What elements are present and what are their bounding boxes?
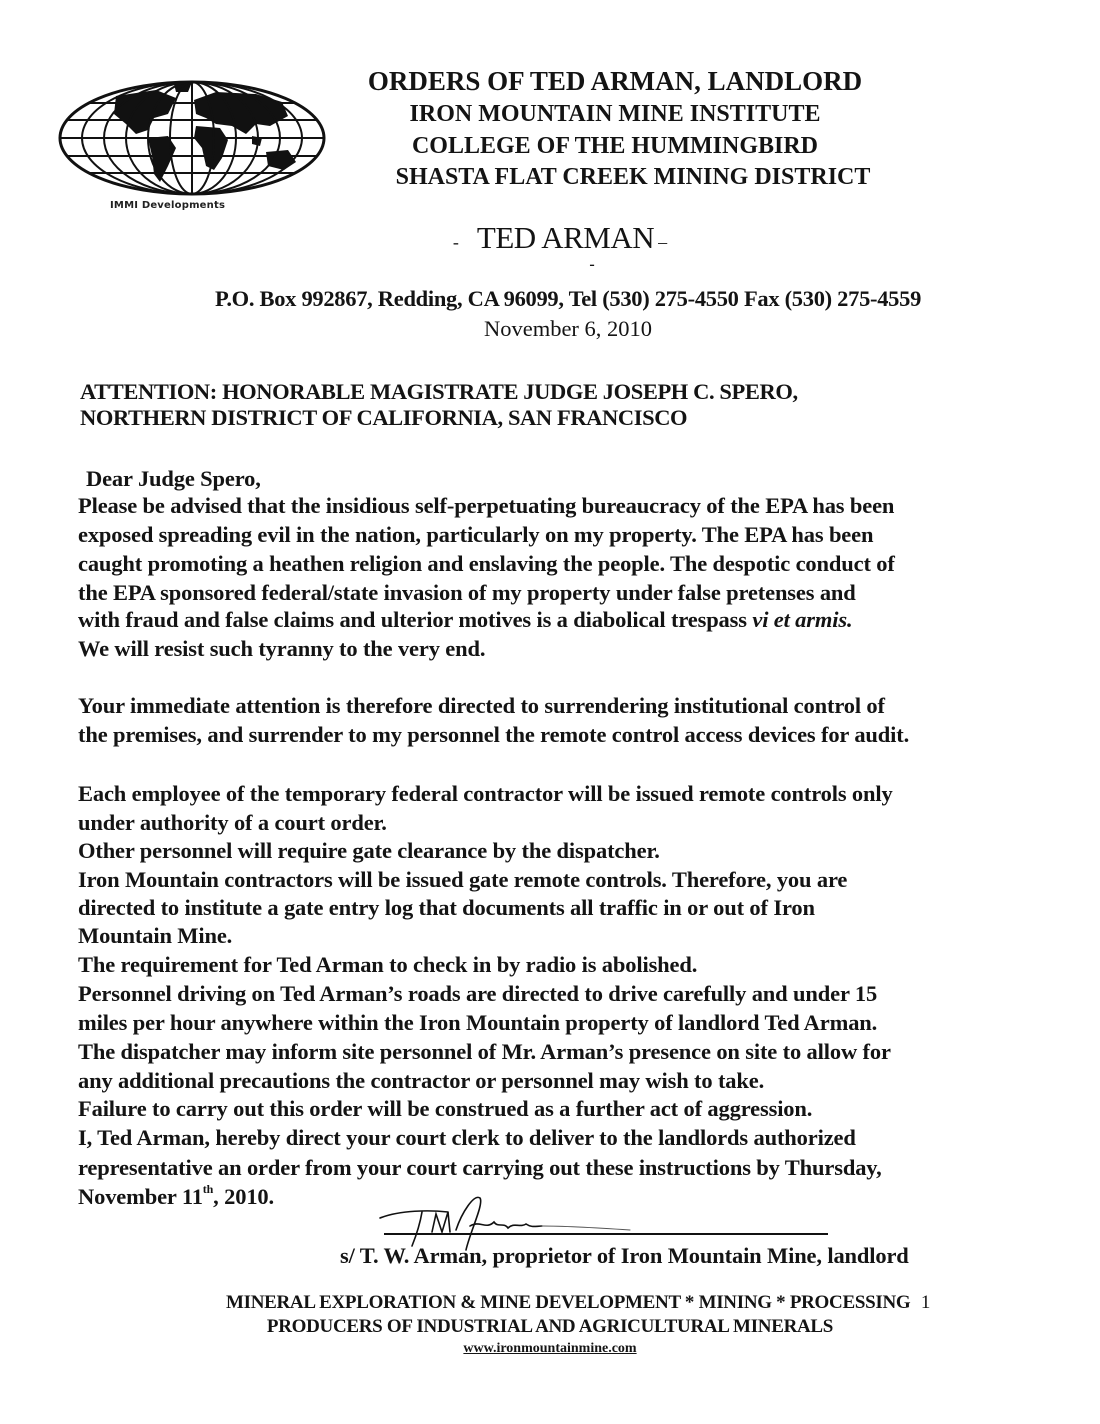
name-prefix-dash: - (452, 232, 459, 252)
footer-services: MINERAL EXPLORATION & MINE DEVELOPMENT * MINING * PROCESSING (225, 1292, 911, 1313)
paragraph2-line-2: the premises, and surrender to my personnel the remote control access devices for audit. (78, 722, 910, 747)
order-line-2: under authority of a court order. (78, 810, 387, 835)
order-line-10: The dispatcher may inform site personnel of Mr. Arman’s presence on site to allow for (78, 1039, 891, 1064)
paragraph2-line-1: Your immediate attention is therefore directed to surrendering institutional control of (78, 693, 885, 718)
letterhead-subtitle-institute: IRON MOUNTAIN MINE INSTITUTE (409, 101, 821, 127)
salutation: Dear Judge Spero, (86, 466, 261, 491)
letterhead-subtitle-district: SHASTA FLAT CREEK MINING DISTRICT (395, 164, 871, 190)
paragraph1-line-1: Please be advised that the insidious self-perpetuating bureaucracy of the EPA has been (78, 493, 895, 518)
deadline-date-prefix: November 11 (78, 1184, 203, 1209)
page-number: 1 (920, 1292, 931, 1313)
footer-url-wrap (0, 1341, 1100, 1357)
order-line-12: Failure to carry out this order will be construed as a further act of aggression. (78, 1096, 813, 1121)
order-line-5: directed to institute a gate entry log that documents all traffic in or out of Iron (78, 895, 815, 920)
order-line-8: Personnel driving on Ted Arman’s roads are directed to drive carefully and under 15 (78, 981, 878, 1006)
globe-logo-icon (56, 78, 328, 198)
name-suffix-dash: – (658, 232, 668, 252)
order-line-6: Mountain Mine. (78, 923, 233, 948)
order-line-13: I, Ted Arman, hereby direct your court clerk to deliver to the landlords authorized (78, 1125, 856, 1150)
paragraph1-line-2: exposed spreading evil in the nation, particularly on my property. The EPA has been (78, 522, 874, 547)
paragraph1-line-3: caught promoting a heathen religion and enslaving the people. The despotic conduct of (78, 551, 895, 576)
order-line-4: Iron Mountain contractors will be issued gate remote controls. Therefore, you are (78, 867, 848, 892)
letterhead-subtitle-college: COLLEGE OF THE HUMMINGBIRD (411, 133, 819, 159)
order-line-9: miles per hour anywhere within the Iron Mountain property of landlord Ted Arman. (78, 1010, 878, 1035)
paragraph1-line-5-text: with fraud and false claims and ulterior motives is a diabolical trespass (78, 607, 753, 632)
order-line-11: any additional precautions the contractor or personnel may wish to take. (78, 1068, 765, 1093)
website-link[interactable]: www.ironmountainmine.com (463, 1341, 637, 1356)
footer-line-2: PRODUCERS OF INDUSTRIAL AND AGRICULTURAL MINERALS (266, 1316, 834, 1337)
order-line-1: Each employee of the temporary federal contractor will be issued remote controls only (78, 781, 893, 806)
signature-line: s/ T. W. Arman, proprietor of Iron Mountain Mine, landlord (340, 1243, 909, 1268)
deadline-date (78, 1184, 274, 1210)
letter-date: November 6, 2010 (483, 316, 653, 341)
order-line-3: Other personnel will require gate clearance by the dispatcher. (78, 838, 660, 863)
paragraph1-line-4: the EPA sponsored federal/state invasion of my property under false pretenses and (78, 580, 856, 605)
letterhead-name (0, 220, 1100, 256)
logo-caption: IMMI Developments (110, 200, 226, 211)
letterhead-title: ORDERS OF TED ARMAN, LANDLORD (367, 66, 863, 96)
attention-line-2: NORTHERN DISTRICT OF CALIFORNIA, SAN FRANCISCO (80, 405, 688, 430)
letterhead-name-text: TED ARMAN (476, 220, 655, 255)
paragraph1-line-6: We will resist such tyranny to the very end. (78, 636, 486, 661)
dash-below-name: - (589, 256, 595, 273)
latin-phrase: vi et armis. (752, 607, 853, 632)
order-line-14: representative an order from your court carrying out these instructions by Thursday, (78, 1155, 882, 1180)
letterhead-address: P.O. Box 992867, Redding, CA 96099, Tel (530) 275-4550 Fax (530) 275-4559 (214, 286, 922, 311)
order-line-7: The requirement for Ted Arman to check in by radio is abolished. (78, 952, 698, 977)
footer-line-1 (0, 1292, 1100, 1314)
deadline-date-ordinal: th (202, 1182, 214, 1196)
deadline-date-suffix: , 2010. (213, 1184, 274, 1209)
paragraph1-line-5 (78, 607, 852, 633)
attention-line-1: ATTENTION: HONORABLE MAGISTRATE JUDGE JOSEPH C. SPERO, (80, 379, 798, 404)
